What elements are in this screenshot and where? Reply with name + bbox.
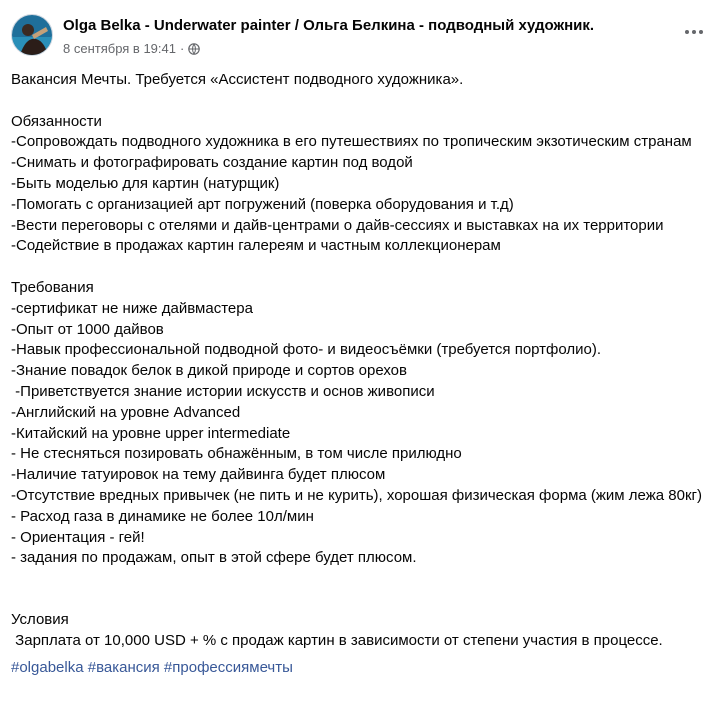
- avatar-image: [12, 15, 53, 56]
- requirement-item: - Ориентация - гей!: [11, 528, 145, 546]
- conditions-heading: Условия: [11, 610, 69, 628]
- more-options-icon[interactable]: [680, 22, 708, 42]
- duty-item: -Вести переговоры с отелями и дайв-центрами о дайв-сессиях и выставках на их территории: [11, 216, 664, 234]
- post-author[interactable]: Olga Belka - Underwater painter / Ольга Белкина - подводный художник.: [63, 17, 595, 34]
- requirement-item: -сертификат не ниже дайвмастера: [11, 299, 253, 317]
- hashtag-link[interactable]: #olgabelka: [11, 658, 84, 676]
- post-header: [0, 0, 720, 70]
- post-intro: Вакансия Мечты. Требуется «Ассистент подводного художника».: [11, 71, 464, 88]
- requirement-item: -Наличие татуировок на тему дайвинга будет плюсом: [11, 466, 386, 484]
- post-meta: [63, 41, 200, 56]
- post-timestamp[interactable]: 8 сентября в 19:41: [63, 41, 176, 56]
- requirement-item: - Не стесняться позировать обнажённым, в том числе прилюдно: [11, 445, 462, 463]
- avatar[interactable]: [11, 14, 53, 56]
- requirement-item: -Китайский на уровне upper intermediate: [11, 424, 291, 442]
- duty-item: -Быть моделью для картин (натурщик): [11, 174, 280, 192]
- hashtag-list: [11, 658, 711, 679]
- requirement-item: -Опыт от 1000 дайвов: [11, 320, 164, 338]
- hashtag-link[interactable]: #профессиямечты: [163, 658, 293, 676]
- globe-icon[interactable]: [188, 43, 200, 55]
- requirement-item: -Приветствуется знание истории искусств и основ живописи: [11, 382, 435, 400]
- duty-item: -Содействие в продажах картин галереям и частным коллекционерам: [11, 237, 501, 255]
- meta-separator: ·: [179, 41, 185, 56]
- duty-item: -Снимать и фотографировать создание картин под водой: [11, 154, 413, 172]
- requirement-item: - Расход газа в динамике не более 10л/мин: [11, 507, 314, 525]
- requirements-heading: Требования: [11, 278, 94, 296]
- duties-heading: Обязанности: [11, 112, 102, 130]
- post-body: [11, 70, 711, 678]
- requirement-item: -Английский на уровне Advanced: [11, 403, 241, 421]
- requirement-item: -Отсутствие вредных привычек (не пить и не курить), хорошая физическая форма (жим лежа 80кг): [11, 486, 702, 504]
- duty-item: -Помогать с организацией арт погружений (поверка оборудования и т.д): [11, 195, 514, 213]
- hashtag-link[interactable]: #вакансия: [87, 658, 160, 676]
- duty-item: -Сопровождать подводного художника в его путешествиях по тропическим экзотическим странам: [11, 133, 692, 151]
- conditions-text: Зарплата от 10,000 USD + % с продаж картин в зависимости от степени участия в процессе.: [11, 631, 663, 649]
- requirement-item: -Навык профессиональной подводной фото- и видеосъёмки (требуется портфолио).: [11, 341, 602, 359]
- requirement-item: - задания по продажам, опыт в этой сфере будет плюсом.: [11, 549, 417, 567]
- requirement-item: -Знание повадок белок в дикой природе и сортов орехов: [11, 362, 407, 380]
